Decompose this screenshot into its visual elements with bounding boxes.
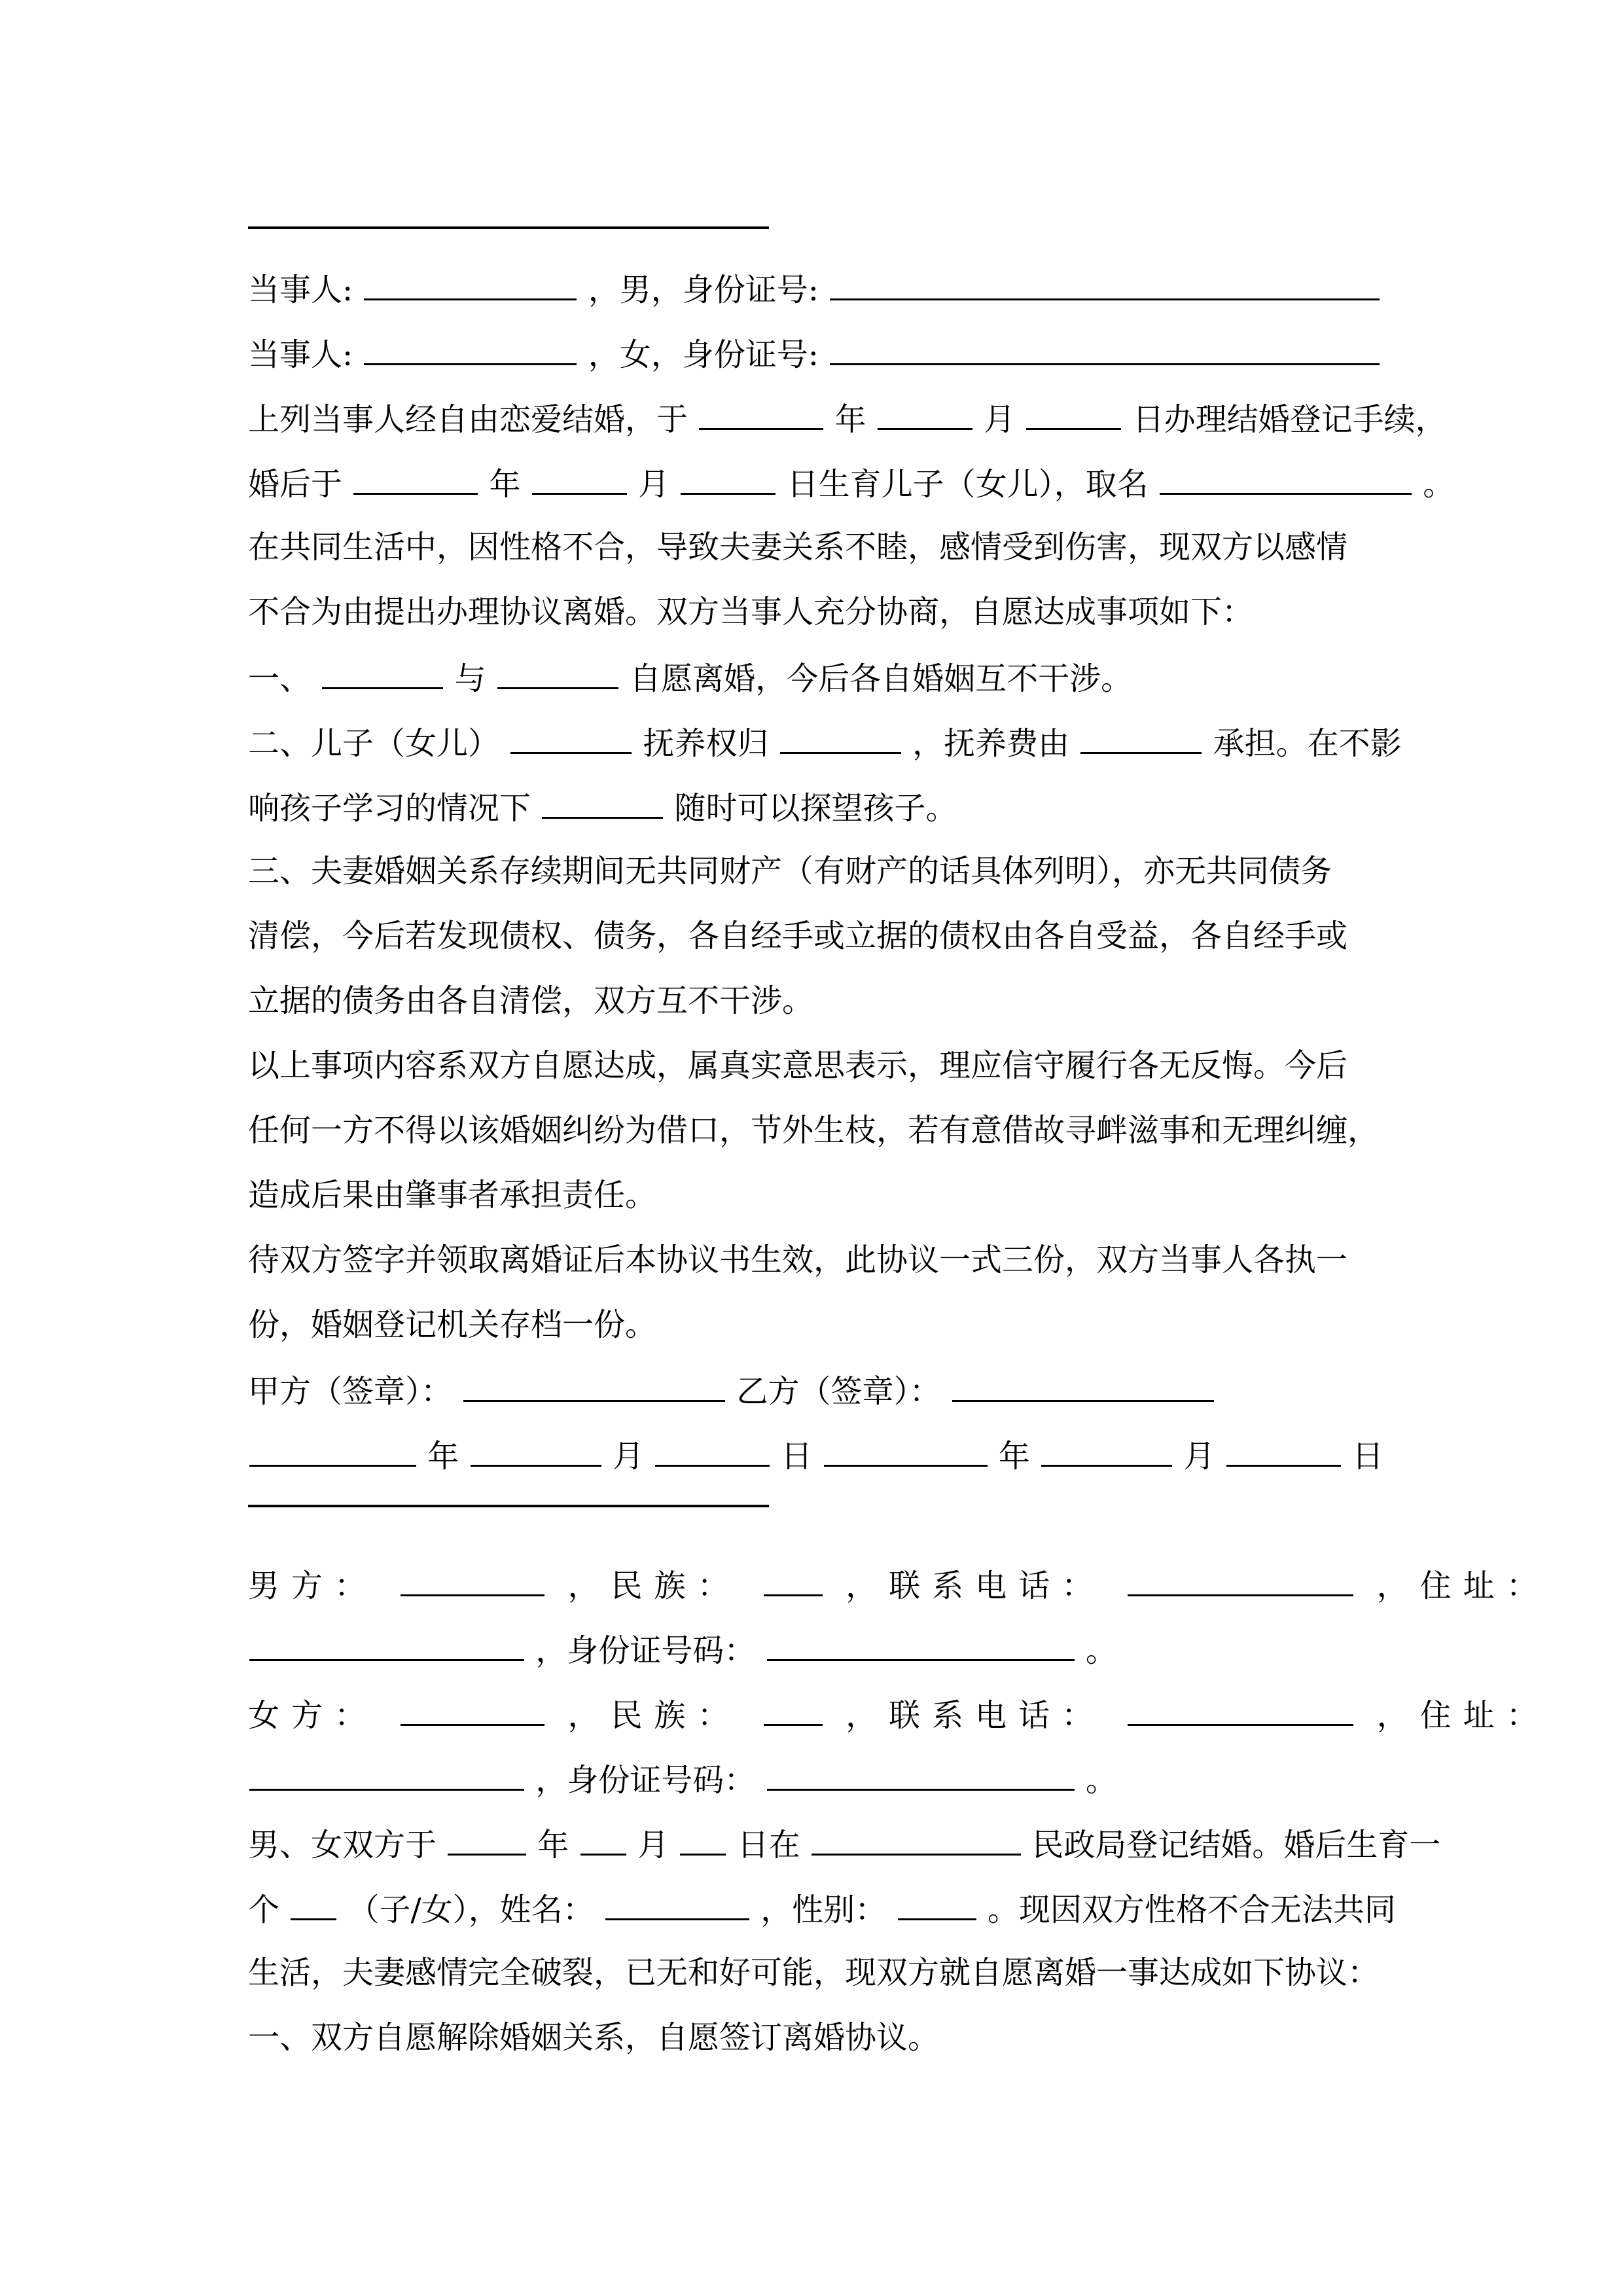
text: 月 [612,1438,644,1475]
marriage-date-line [248,398,1447,437]
text: ，民族： [567,1697,741,1734]
paragraph-line: 以上事项内容系双方自愿达成，属真实意思表示，理应信守履行各无反悔。今后 [248,1047,1348,1084]
party-a-month-field[interactable] [471,1435,601,1467]
marriage-registration-line [248,1823,1440,1863]
party-a-year-field[interactable] [249,1435,416,1467]
text: 。 [1085,1632,1117,1669]
reg-day-field[interactable] [680,1823,726,1856]
text: 。 [1423,466,1455,503]
text: 月 [637,1827,669,1863]
party-b-sign-label: 乙方（签章）： [736,1373,941,1410]
text: ，民族： [567,1568,741,1604]
female-ethnicity-field[interactable] [764,1694,823,1726]
text: ，抚养费由 [912,725,1070,762]
text: 月 [638,466,670,503]
text: ，联系电话： [846,1697,1105,1734]
text: 一、 [248,660,312,697]
reg-office-field[interactable] [812,1823,1021,1856]
male-id-label: ，男，身份证号: [588,272,819,308]
female-id-label: ，女，身份证号: [588,336,819,373]
paragraph-line: 在共同生活中，因性格不合，导致夫妻关系不睦，感情受到伤害，现双方以感情 [248,529,1348,565]
signature-date-line [248,1435,1383,1474]
spouse-a-field[interactable] [322,657,443,689]
text: 随时可以探望孩子。 [674,790,957,827]
text: 月 [984,401,1016,438]
female-name-field[interactable] [401,1694,544,1726]
party-female-line [248,333,1381,372]
text: 抚养权归 [643,725,769,762]
birth-day-field[interactable] [681,463,776,495]
text: 男方： [248,1568,378,1604]
text: 日办理结婚登记手续， [1132,401,1447,438]
text: 日生育儿子（女儿），取名 [787,466,1149,503]
text: 上列当事人经自由恋爱结婚，于 [248,401,688,438]
marriage-day-field[interactable] [1026,398,1121,430]
text: 民政局登记结婚。婚后生育一 [1032,1827,1441,1863]
party-label: 当事人: [248,336,353,373]
text: 年 [427,1438,459,1475]
text: 二、儿子（女儿） [248,725,500,762]
paragraph-line: 不合为由提出办理协议离婚。双方当事人充分协商，自愿达成事项如下： [248,594,1254,630]
paragraph-line: 任何一方不得以该婚姻纠纷为借口，节外生枝，若有意借故寻衅滋事和无理纠缠， [248,1112,1380,1149]
male-phone-field[interactable] [1128,1564,1353,1596]
male-address-field[interactable] [249,1629,524,1661]
text: 自愿离婚，今后各自婚姻互不干涉。 [630,660,1133,697]
birth-year-field[interactable] [353,463,478,495]
male-ethnicity-field[interactable] [764,1564,823,1596]
party-male-id-field[interactable] [830,268,1380,300]
clause-2-line-2 [248,787,957,826]
text: 与 [454,660,486,697]
child-birth-line [248,463,1454,502]
paragraph-line: 份，婚姻登记机关存档一份。 [248,1306,657,1343]
party-label: 当事人: [248,272,353,308]
paragraph-line: 三、夫妻婚姻关系存续期间无共同财产（有财产的话具体列明），亦无共同债务 [248,853,1332,889]
female-address-field[interactable] [249,1759,524,1791]
party-b-year-field[interactable] [824,1435,988,1467]
party-male-name-field[interactable] [364,268,577,300]
clause-1-line [248,657,1132,696]
party-b-day-field[interactable] [1226,1435,1341,1467]
party-b-signature-field[interactable] [952,1370,1214,1402]
paragraph-line: 一、双方自愿解除婚姻关系，自愿签订离婚协议。 [248,2019,940,2056]
male-name-field[interactable] [401,1564,544,1596]
spouse-b-field[interactable] [497,657,618,689]
reg-year-field[interactable] [448,1823,526,1856]
birth-month-field[interactable] [532,463,627,495]
text: ，身份证号码： [535,1762,756,1799]
text: 日 [781,1438,813,1475]
text: 。 [1085,1762,1117,1799]
text: ，性别： [760,1892,887,1928]
paragraph-line: 立据的债务由各自清偿，双方互不干涉。 [248,982,814,1019]
male-id-line [248,1629,1117,1668]
text: 年 [998,1438,1030,1475]
reg-month-field[interactable] [580,1823,626,1856]
child-name-field-2[interactable] [510,722,632,754]
text: 年 [489,466,521,503]
custody-field[interactable] [780,722,901,754]
paragraph-line: 造成后果由肇事者承担责任。 [248,1177,657,1213]
child-sex-field[interactable] [898,1888,976,1920]
female-info-line [248,1694,1550,1733]
child-name-field[interactable] [1160,463,1412,495]
text: 婚后于 [248,466,343,503]
text: 。现因双方性格不合无法共同 [987,1892,1396,1928]
text: 个 [248,1892,280,1928]
child-name-field-3[interactable] [605,1888,749,1920]
marriage-month-field[interactable] [878,398,972,430]
text: （子/女），姓名： [348,1892,594,1928]
text: ，住址： [1376,1697,1550,1734]
text: 日 [1352,1438,1384,1475]
party-male-line [248,268,1381,308]
male-info-line [248,1564,1550,1604]
male-id-field[interactable] [767,1629,1075,1661]
female-id-field[interactable] [767,1759,1075,1791]
text: 响孩子学习的情况下 [248,790,531,827]
visitor-field[interactable] [542,787,663,819]
text: ，联系电话： [846,1568,1105,1604]
text: ，住址： [1376,1568,1550,1604]
marriage-year-field[interactable] [699,398,823,430]
signature-line [248,1370,1215,1409]
separator-line-bottom [248,1505,769,1507]
party-a-signature-field[interactable] [463,1370,725,1402]
party-a-day-field[interactable] [655,1435,770,1467]
party-female-name-field[interactable] [364,333,577,365]
party-b-month-field[interactable] [1041,1435,1172,1467]
paragraph-line: 清偿，今后若发现债权、债务，各自经手或立据的债权由各自受益，各自经手或 [248,918,1348,954]
text: ，身份证号码： [535,1632,756,1669]
child-info-line [248,1888,1396,1928]
female-phone-field[interactable] [1128,1694,1353,1726]
text: 年 [834,401,866,438]
text: 承担。在不影 [1213,725,1402,762]
party-female-id-field[interactable] [830,333,1380,365]
text: 男、女双方于 [248,1827,437,1863]
paragraph-line: 待双方签字并领取离婚证后本协议书生效，此协议一式三份，双方当事人各执一 [248,1242,1348,1278]
text: 月 [1183,1438,1215,1475]
support-payer-field[interactable] [1080,722,1202,754]
female-id-line [248,1759,1117,1798]
text: 日在 [737,1827,800,1863]
separator-line-top [248,226,769,229]
text: 年 [537,1827,569,1863]
paragraph-line: 生活，夫妻感情完全破裂，已无和好可能，现双方就自愿离婚一事达成如下协议： [248,1954,1380,1991]
child-gender-choice-field[interactable] [291,1888,336,1920]
clause-2-line [248,722,1402,761]
text: 女方： [248,1697,378,1734]
party-a-sign-label: 甲方（签章）： [248,1373,453,1410]
